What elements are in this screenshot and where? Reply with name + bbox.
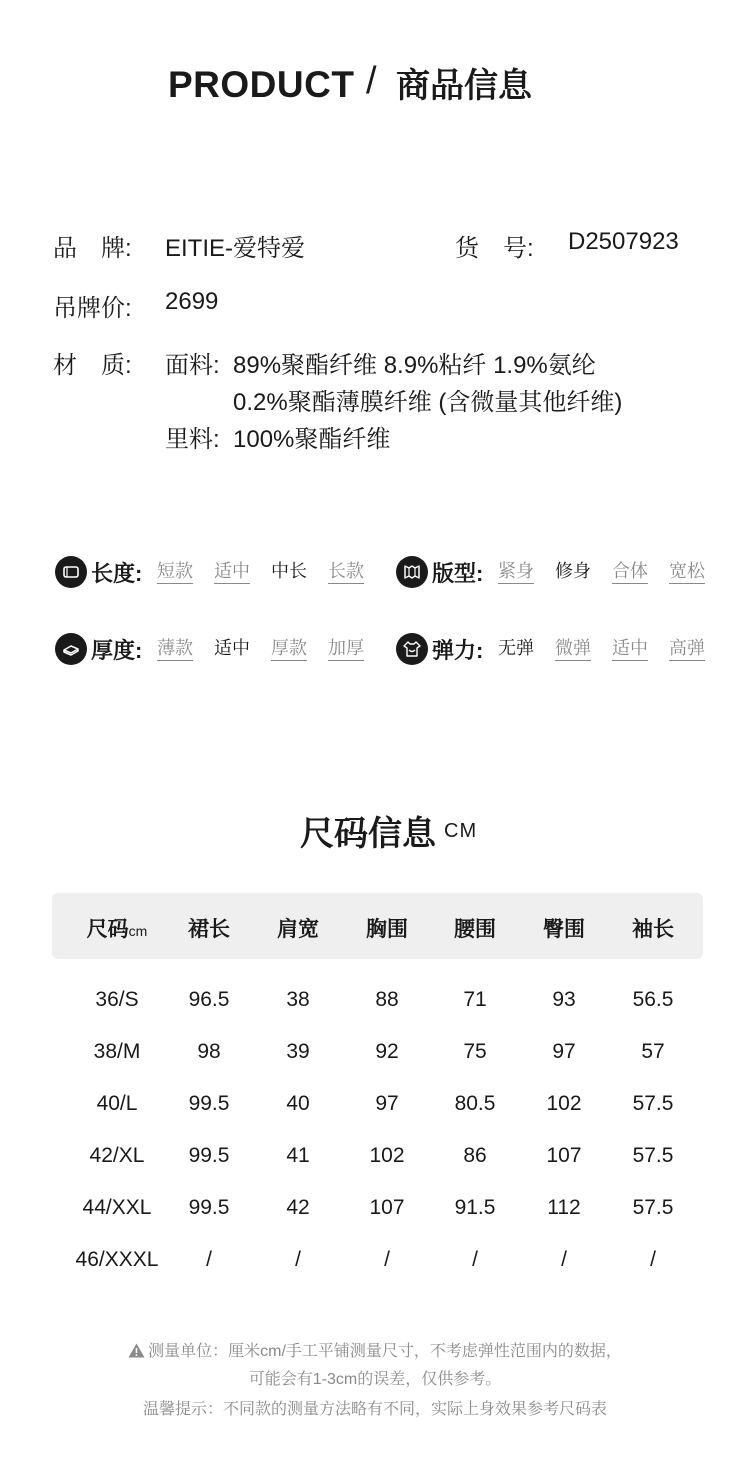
attr-option-selected[interactable]: 无弹 [498, 638, 534, 658]
measure-cell: 80.5 [454, 1092, 496, 1115]
measure-cell: 42 [286, 1196, 310, 1219]
attr-options [498, 560, 705, 584]
attr-option[interactable]: 紧身 [498, 560, 534, 584]
measure-cell: 71 [463, 988, 487, 1011]
measure-cell: 97 [375, 1092, 399, 1115]
measure-cell: 102 [546, 1092, 582, 1115]
attr-label: 长度: [91, 561, 143, 586]
measure-cell: 57 [641, 1040, 665, 1063]
size-cell: 40/L [96, 1092, 138, 1115]
note-text-1: 测量单位：厘米cm/手工平铺测量尺寸，不考虑弹性范围内的数据， [148, 1343, 622, 1360]
attr-options [157, 560, 364, 584]
measure-cell: 107 [369, 1196, 405, 1219]
measure-cell: / [561, 1248, 567, 1271]
attr-option[interactable]: 厚款 [271, 637, 307, 661]
measure-cell: 99.5 [188, 1144, 230, 1167]
fabric-line-1: 89%聚酯纤维 8.9%粘纤 1.9%氨纶 [233, 352, 596, 379]
attr-option[interactable]: 长款 [328, 560, 364, 584]
attr-option-selected[interactable]: 适中 [214, 638, 250, 658]
measure-cell: 99.5 [188, 1092, 230, 1115]
measure-cell: / [650, 1248, 656, 1271]
fabric-line-2: 0.2%聚酯薄膜纤维 (含微量其他纤维) [233, 389, 623, 416]
attr-option[interactable]: 适中 [612, 637, 648, 661]
size-section-title [300, 806, 477, 855]
header-cell: 肩宽 [277, 918, 319, 941]
attr-option[interactable]: 宽松 [669, 560, 705, 584]
measure-cell: / [295, 1248, 301, 1271]
lining-value: 100%聚酯纤维 [233, 426, 391, 453]
header-unit: cm [128, 923, 148, 939]
attr-label: 弹力: [432, 638, 484, 663]
header-cell-size: 尺码cm [86, 918, 148, 941]
header-cell: 腰围 [454, 918, 496, 941]
measure-cell: 99.5 [188, 1196, 230, 1219]
measure-cell: 97 [552, 1040, 576, 1063]
attr-option[interactable]: 薄款 [157, 637, 193, 661]
measure-cell: 75 [463, 1040, 487, 1063]
attr-option[interactable]: 合体 [612, 560, 648, 584]
measure-cell: 88 [375, 988, 399, 1011]
header-title-zh: 商品信息 [396, 67, 532, 105]
page-header [0, 58, 750, 108]
attr-option[interactable]: 适中 [214, 560, 250, 584]
lining-label: 里料: [165, 426, 220, 453]
attr-options [157, 637, 364, 661]
header-separator: / [366, 60, 377, 102]
measure-cell: 102 [369, 1144, 405, 1167]
note-line-1 [0, 1338, 750, 1361]
length-icon [55, 556, 87, 588]
measure-cell: / [384, 1248, 390, 1271]
attr-option[interactable]: 微弹 [555, 637, 591, 661]
measure-cell: 57.5 [632, 1092, 674, 1115]
size-cell: 42/XL [89, 1144, 145, 1167]
note-line-3: 温馨提示：不同款的测量方法略有不同，实际上身效果参考尺码表 [142, 1401, 607, 1418]
measure-cell: 96.5 [188, 988, 230, 1011]
header-cell: 袖长 [632, 918, 674, 941]
warning-icon [128, 1343, 145, 1358]
attr-option[interactable]: 加厚 [328, 637, 364, 661]
material-label: 材 质: [53, 352, 132, 379]
measure-cell: 57.5 [632, 1196, 674, 1219]
attr-option-selected[interactable]: 修身 [555, 561, 591, 581]
measure-cell: 91.5 [454, 1196, 496, 1219]
measure-cell: 112 [547, 1196, 581, 1219]
size-cell: 38/M [93, 1040, 141, 1063]
attr-option[interactable]: 短款 [157, 560, 193, 584]
attr-options [498, 637, 705, 661]
price-value: 2699 [165, 288, 219, 315]
attr-label: 厚度: [91, 638, 143, 663]
header-cell: 胸围 [366, 918, 408, 941]
measure-cell: 39 [286, 1040, 310, 1063]
measure-cell: 93 [552, 988, 576, 1011]
header-cell: 臀围 [543, 918, 585, 941]
size-unit: CM [444, 820, 478, 842]
measure-cell: 56.5 [632, 988, 674, 1011]
attr-option-selected[interactable]: 中长 [271, 561, 307, 581]
header-title-en: PRODUCT [168, 64, 355, 105]
fit-icon [396, 556, 428, 588]
size-cell: 44/XXL [82, 1196, 152, 1219]
attr-option[interactable]: 高弹 [669, 637, 705, 661]
brand-label: 品 牌: [53, 235, 132, 262]
measure-cell: 40 [286, 1092, 310, 1115]
sku-value: D2507923 [568, 228, 679, 255]
note-line-2: 可能会有1-3cm的误差，仅供参考。 [248, 1371, 502, 1388]
price-label: 吊牌价: [53, 295, 132, 322]
fabric-label: 面料: [165, 352, 220, 379]
measure-cell: 107 [546, 1144, 582, 1167]
size-title: 尺码信息 [300, 815, 436, 853]
sku-label: 货 号: [455, 235, 534, 262]
size-cell: 46/XXXL [75, 1248, 159, 1271]
header-cell: 裙长 [188, 918, 230, 941]
measure-cell: 98 [197, 1040, 221, 1063]
measure-cell: 86 [463, 1144, 487, 1167]
measure-cell: / [206, 1248, 212, 1271]
measure-cell: / [472, 1248, 478, 1271]
size-cell: 36/S [95, 988, 139, 1011]
measure-cell: 38 [286, 988, 310, 1011]
measure-cell: 92 [375, 1040, 399, 1063]
thickness-icon [55, 633, 87, 665]
brand-value: EITIE-爱特爱 [165, 235, 306, 262]
measure-cell: 57.5 [632, 1144, 674, 1167]
measure-cell: 41 [286, 1144, 310, 1167]
attr-label: 版型: [432, 561, 484, 586]
elasticity-icon [396, 633, 428, 665]
size-table-header [52, 893, 703, 959]
